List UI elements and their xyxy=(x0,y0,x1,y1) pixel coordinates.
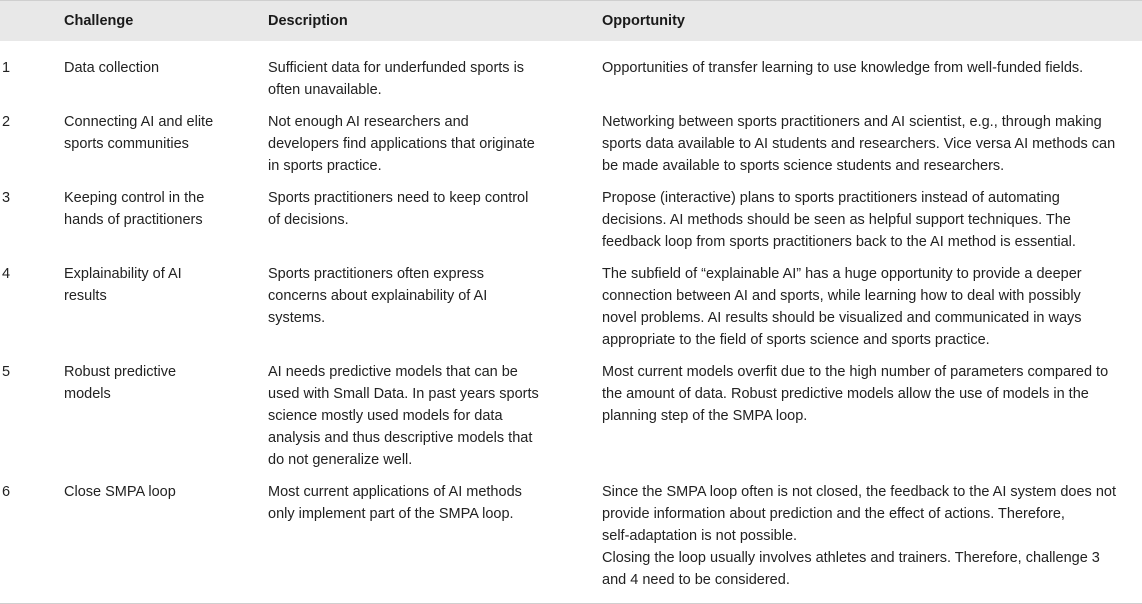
opportunity-text-line: Closing the loop usually involves athletes and trainers. Therefore, challenge 3 xyxy=(602,550,1100,566)
opportunity-text-line: Opportunities of transfer learning to use knowledge from well-funded fields. xyxy=(602,60,1084,76)
opportunity-text-line: feedback loop from sports practitioners back to the AI method is essential. xyxy=(602,234,1076,250)
cell-description xyxy=(262,106,596,182)
description-text-line: Not enough AI researchers and xyxy=(268,114,469,130)
description-text-line: in sports practice. xyxy=(268,158,382,174)
description-text-line: systems. xyxy=(268,310,326,326)
opportunity-text-line: planning step of the SMPA loop. xyxy=(602,408,808,424)
cell-challenge xyxy=(58,258,262,356)
description-text-line: only implement part of the SMPA loop. xyxy=(268,506,514,522)
description-text-line: concerns about explainability of AI xyxy=(268,288,488,304)
cell-description xyxy=(262,258,596,356)
row-number: 6 xyxy=(0,476,58,604)
table-row xyxy=(0,182,1142,258)
opportunity-text-line: be made available to sports science students and researchers. xyxy=(602,158,1005,174)
cell-description xyxy=(262,356,596,476)
header-opportunity: Opportunity xyxy=(596,1,1142,42)
opportunity-text-line: the amount of data. Robust predictive models allow the use of models in the xyxy=(602,386,1089,402)
opportunity-text-line: Networking between sports practitioners and AI scientist, e.g., through making xyxy=(602,114,1102,130)
opportunity-text-line: sports data available to AI students and researchers. Vice versa AI methods can xyxy=(602,136,1116,152)
opportunity-text-line: and 4 need to be considered. xyxy=(602,572,790,588)
cell-opportunity xyxy=(596,106,1142,182)
opportunity-text-line: The subfield of “explainable AI” has a huge opportunity to provide a deeper xyxy=(602,266,1082,282)
table-row xyxy=(0,356,1142,476)
challenge-text-line: Keeping control in the xyxy=(64,190,205,206)
challenge-text-line: models xyxy=(64,386,111,402)
challenge-text-line: Explainability of AI xyxy=(64,266,182,282)
description-text-line: often unavailable. xyxy=(268,82,382,98)
row-number: 5 xyxy=(2,364,11,380)
table-row xyxy=(0,41,1142,106)
cell-opportunity xyxy=(596,476,1142,604)
header-description: Description xyxy=(262,1,596,42)
table-body xyxy=(0,41,1142,604)
challenge-text-line: Robust predictive xyxy=(64,364,177,380)
row-number: 4 xyxy=(2,266,11,282)
row-number: 3 xyxy=(2,190,11,206)
opportunity-text-line: decisions. AI methods should be seen as helpful support techniques. The xyxy=(602,212,1071,228)
cell-description xyxy=(262,182,596,258)
challenge-text-line: sports communities xyxy=(64,136,189,152)
header-challenge: Challenge xyxy=(58,1,262,42)
cell-description xyxy=(262,41,596,106)
cell-challenge xyxy=(58,106,262,182)
row-number: 2 xyxy=(2,114,11,130)
opportunity-text-line: Most current models overfit due to the high number of parameters compared to xyxy=(602,364,1109,380)
cell-challenge xyxy=(58,356,262,476)
cell-opportunity xyxy=(596,182,1142,258)
table-row xyxy=(0,106,1142,182)
challenge-text-line: results xyxy=(64,288,107,304)
description-text-line: Sports practitioners often express xyxy=(268,266,484,282)
description-text-line: used with Small Data. In past years sports xyxy=(268,386,539,402)
opportunity-text-line: novel problems. AI results should be visualized and communicated in ways xyxy=(602,310,1082,326)
description-text-line: AI needs predictive models that can be xyxy=(268,364,518,380)
cell-challenge xyxy=(58,182,262,258)
description-text-line: analysis and thus descriptive models that xyxy=(268,430,533,446)
cell-opportunity xyxy=(596,356,1142,476)
cell-opportunity xyxy=(596,41,1142,106)
description-text-line: of decisions. xyxy=(268,212,349,228)
challenge-text-line: Close SMPA loop xyxy=(64,484,176,500)
challenge-text-line: hands of practitioners xyxy=(64,212,203,228)
cell-description xyxy=(262,476,596,604)
description-text-line: Sports practitioners need to keep control xyxy=(268,190,529,206)
challenge-text-line: Data collection xyxy=(64,60,160,76)
description-text-line: Most current applications of AI methods xyxy=(268,484,522,500)
table-row xyxy=(0,476,1142,604)
description-text-line: developers find applications that originate xyxy=(268,136,535,152)
cell-challenge xyxy=(58,41,262,106)
description-text-line: do not generalize well. xyxy=(268,452,413,468)
cell-challenge xyxy=(58,476,262,604)
cell-opportunity xyxy=(596,258,1142,356)
table-row xyxy=(0,258,1142,356)
table-header-row xyxy=(0,1,1142,42)
challenge-text-line: Connecting AI and elite xyxy=(64,114,214,130)
opportunity-text-line: appropriate to the field of sports science and sports practice. xyxy=(602,332,990,348)
header-number xyxy=(0,1,58,42)
opportunity-text-line: Since the SMPA loop often is not closed, the feedback to the AI system does not xyxy=(602,484,1116,500)
opportunity-text-line: connection between AI and sports, while learning how to deal with possibly xyxy=(602,288,1081,304)
row-number: 1 xyxy=(2,60,11,76)
opportunity-text-line: provide information about prediction and the effect of actions. Therefore, xyxy=(602,506,1065,522)
opportunity-text-line: self-adaptation is not possible. xyxy=(602,528,798,544)
opportunity-text-line: Propose (interactive) plans to sports practitioners instead of automating xyxy=(602,190,1060,206)
description-text-line: science mostly used models for data xyxy=(268,408,503,424)
description-text-line: Sufficient data for underfunded sports is xyxy=(268,60,525,76)
